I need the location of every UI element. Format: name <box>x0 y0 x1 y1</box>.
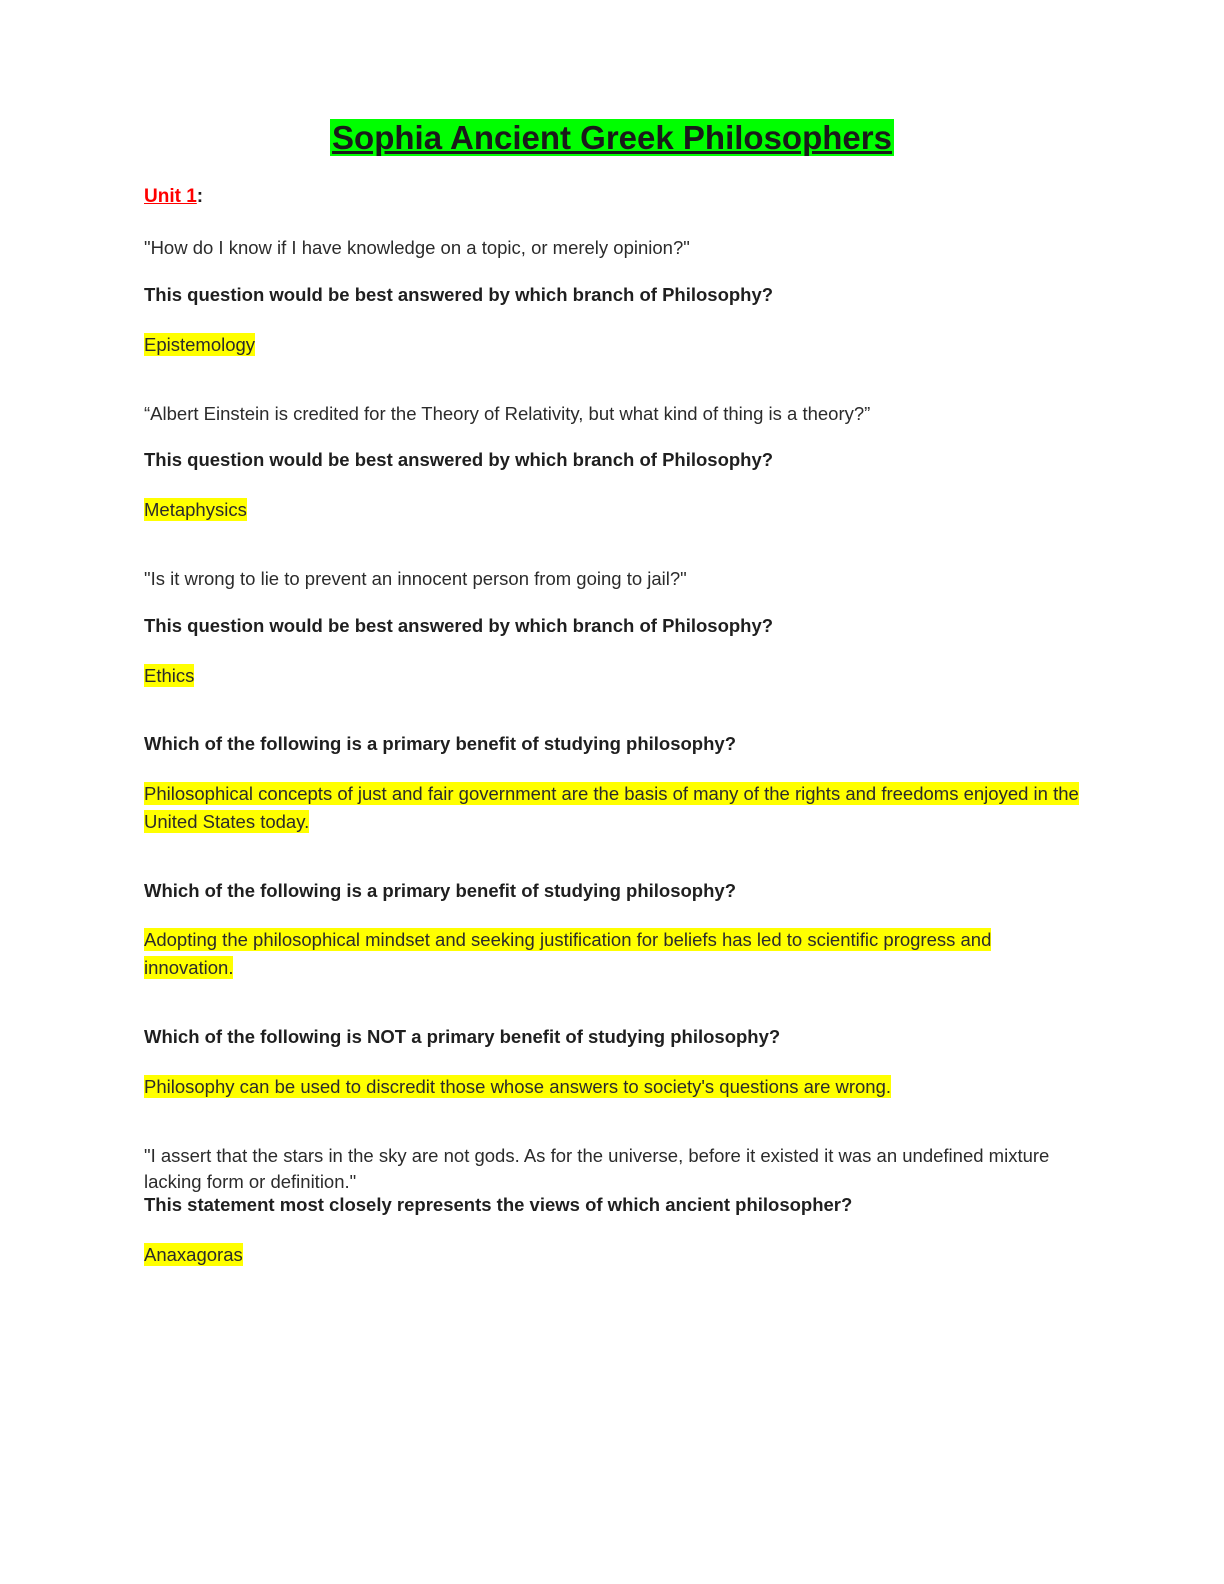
answer-text <box>144 662 1080 690</box>
question-prompt: Which of the following is a primary benefit of studying philosophy? <box>144 733 736 755</box>
question-quote: "Is it wrong to lie to prevent an innocent person from going to jail?" <box>144 567 687 589</box>
qa-block <box>144 235 1080 358</box>
page-title <box>144 118 1080 158</box>
answer-text <box>144 926 1080 982</box>
question-prompt: This question would be best answered by which branch of Philosophy? <box>144 284 774 306</box>
answer-highlight: Philosophy can be used to discredit those whose answers to society's questions are wrong. <box>144 1075 892 1097</box>
page-title-text: Sophia Ancient Greek Philosophers <box>332 119 892 156</box>
answer-highlight: Anaxagoras <box>144 1243 243 1265</box>
answer-highlight: Ethics <box>144 664 195 686</box>
qa-block <box>144 1024 1080 1101</box>
question-quote: “Albert Einstein is credited for the Theory of Relativity, but what kind of thing is a theory?” <box>144 402 871 424</box>
answer-text <box>144 1241 1080 1269</box>
answer-highlight: Epistemology <box>144 333 256 355</box>
answer-text <box>144 496 1080 524</box>
question-quote: "How do I know if I have knowledge on a topic, or merely opinion?" <box>144 237 690 259</box>
qa-block <box>144 401 1080 524</box>
question-prompt: This question would be best answered by which branch of Philosophy? <box>144 614 774 636</box>
answer-text <box>144 331 1080 359</box>
answer-text <box>144 780 1080 836</box>
qa-block <box>144 878 1080 982</box>
question-prompt: This statement most closely represents the views of which ancient philosopher? <box>144 1194 853 1216</box>
unit-label: Unit 1 <box>144 185 197 207</box>
answer-highlight: Metaphysics <box>144 499 247 521</box>
question-prompt: Which of the following is NOT a primary benefit of studying philosophy? <box>144 1025 781 1047</box>
question-quote: "I assert that the stars in the sky are not gods. As for the universe, before it existed it was an undefined mixture lacking form or definition." <box>144 1144 1050 1193</box>
question-prompt: This question would be best answered by which branch of Philosophy? <box>144 449 774 471</box>
answer-text <box>144 1073 1080 1101</box>
question-prompt: Which of the following is a primary benefit of studying philosophy? <box>144 879 736 901</box>
qa-block <box>144 1143 1080 1269</box>
unit-heading <box>144 184 1080 210</box>
answer-highlight: Philosophical concepts of just and fair government are the basis of many of the rights and freedoms enjoyed in the United States today. <box>144 783 1079 832</box>
qa-block <box>144 566 1080 689</box>
unit-colon: : <box>196 185 204 207</box>
qa-block <box>144 731 1080 835</box>
answer-highlight: Adopting the philosophical mindset and seeking justification for beliefs has led to scientific progress and innovation. <box>144 929 992 979</box>
